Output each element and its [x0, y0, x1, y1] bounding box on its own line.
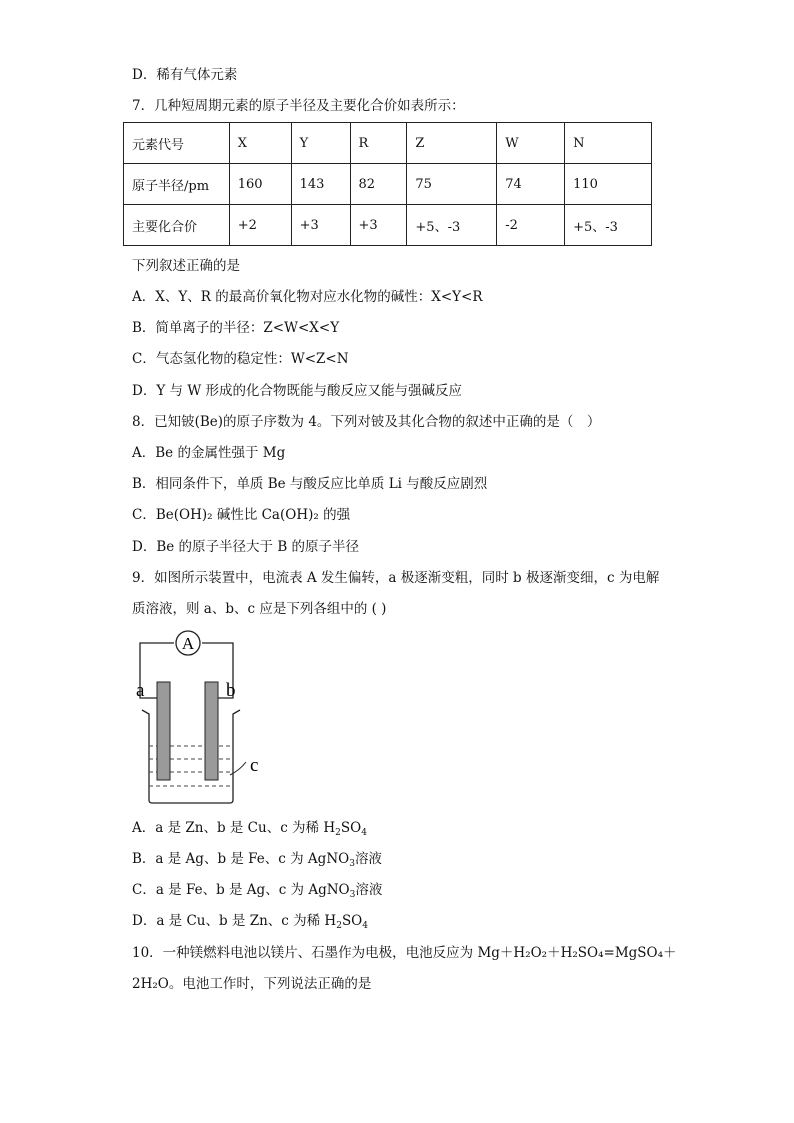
ammeter-label: A — [181, 634, 195, 653]
q7-option-d: D．Y 与 W 形成的化合物既能与酸反应又能与强碱反应 — [132, 383, 462, 399]
q7-option-c: C．气态氢化物的稳定性：W<Z<N — [132, 351, 349, 367]
table-header-row — [124, 123, 652, 164]
table-cell: 160 — [229, 164, 291, 205]
table-cell: X — [229, 123, 291, 164]
q8-option-a: A．Be 的金属性强于 Mg — [132, 445, 286, 461]
q9-stem-line2: 质溶液，则 a、b、c 应是下列各组中的 ( ) — [132, 601, 387, 617]
table-cell: 75 — [407, 164, 497, 205]
table-cell: +2 — [229, 205, 291, 246]
q9-option-b: B．a 是 Ag、b 是 Fe、c 为 AgNO$_3$溶液 — [132, 851, 382, 869]
electrode-b — [205, 682, 218, 780]
table-cell: W — [497, 123, 565, 164]
table-cell: 主要化合价 — [124, 205, 230, 246]
q8-option-c: C．Be(OH)₂ 碱性比 Ca(OH)₂ 的强 — [132, 507, 351, 523]
table-cell: 110 — [565, 164, 652, 205]
electrode-a-label: a — [136, 680, 145, 701]
q7-question: 下列叙述正确的是 — [132, 258, 240, 274]
q9-option-a: A．a 是 Zn、b 是 Cu、c 为稀 $H_2SO_4$ — [132, 820, 367, 838]
table-row — [124, 164, 652, 205]
q7-option-b: B．简单离子的半径：Z<W<X<Y — [132, 320, 340, 336]
q9-option-d: D．a 是 Cu、b 是 Zn、c 为稀 $H_2SO_4$ — [132, 913, 368, 931]
q10-stem-line1: 10．一种镁燃料电池以镁片、石墨作为电极，电池反应为 Mg＋H₂O₂＋H₂SO₄=MgSO₄＋ — [132, 945, 677, 961]
solution-label: c — [250, 755, 259, 776]
galvanic-cell-diagram — [130, 630, 280, 808]
electrode-a — [157, 682, 170, 780]
q9-option-c: C．a 是 Fe、b 是 Ag、c 为 AgNO$_3$溶液 — [132, 882, 383, 900]
table-cell: 原子半径/pm — [124, 164, 230, 205]
table-cell: +5、-3 — [407, 205, 497, 246]
table-cell: 元素代号 — [124, 123, 230, 164]
table-cell: -2 — [497, 205, 565, 246]
q10-stem-line2: 2H₂O。电池工作时，下列说法正确的是 — [132, 976, 372, 992]
table-cell: R — [350, 123, 407, 164]
table-cell: +3 — [350, 205, 407, 246]
table-cell: Y — [291, 123, 350, 164]
electrode-b-label: b — [226, 680, 236, 701]
element-table — [123, 122, 652, 246]
table-cell: 143 — [291, 164, 350, 205]
q8-option-d: D．Be 的原子半径大于 B 的原子半径 — [132, 539, 360, 555]
q8-option-b: B．相同条件下，单质 Be 与酸反应比单质 Li 与酸反应剧烈 — [132, 476, 488, 492]
table-cell: Z — [407, 123, 497, 164]
q6-option-d: D．稀有气体元素 — [132, 67, 238, 83]
q7-stem: 7．几种短周期元素的原子半径及主要化合价如表所示： — [132, 98, 465, 114]
q9-stem-line1: 9．如图所示装置中，电流表 A 发生偏转，a 极逐渐变粗，同时 b 极逐渐变细，c 为电解 — [132, 570, 660, 586]
q8-stem: 8．已知铍(Be)的原子序数为 4。下列对铍及其化合物的叙述中正确的是（ ） — [132, 414, 601, 430]
table-cell: N — [565, 123, 652, 164]
table-row — [124, 205, 652, 246]
table-cell: 82 — [350, 164, 407, 205]
table-cell: +3 — [291, 205, 350, 246]
table-cell: +5、-3 — [565, 205, 652, 246]
table-cell: 74 — [497, 164, 565, 205]
q7-option-a: A．X、Y、R 的最高价氧化物对应水化物的碱性：X<Y<R — [132, 289, 483, 305]
